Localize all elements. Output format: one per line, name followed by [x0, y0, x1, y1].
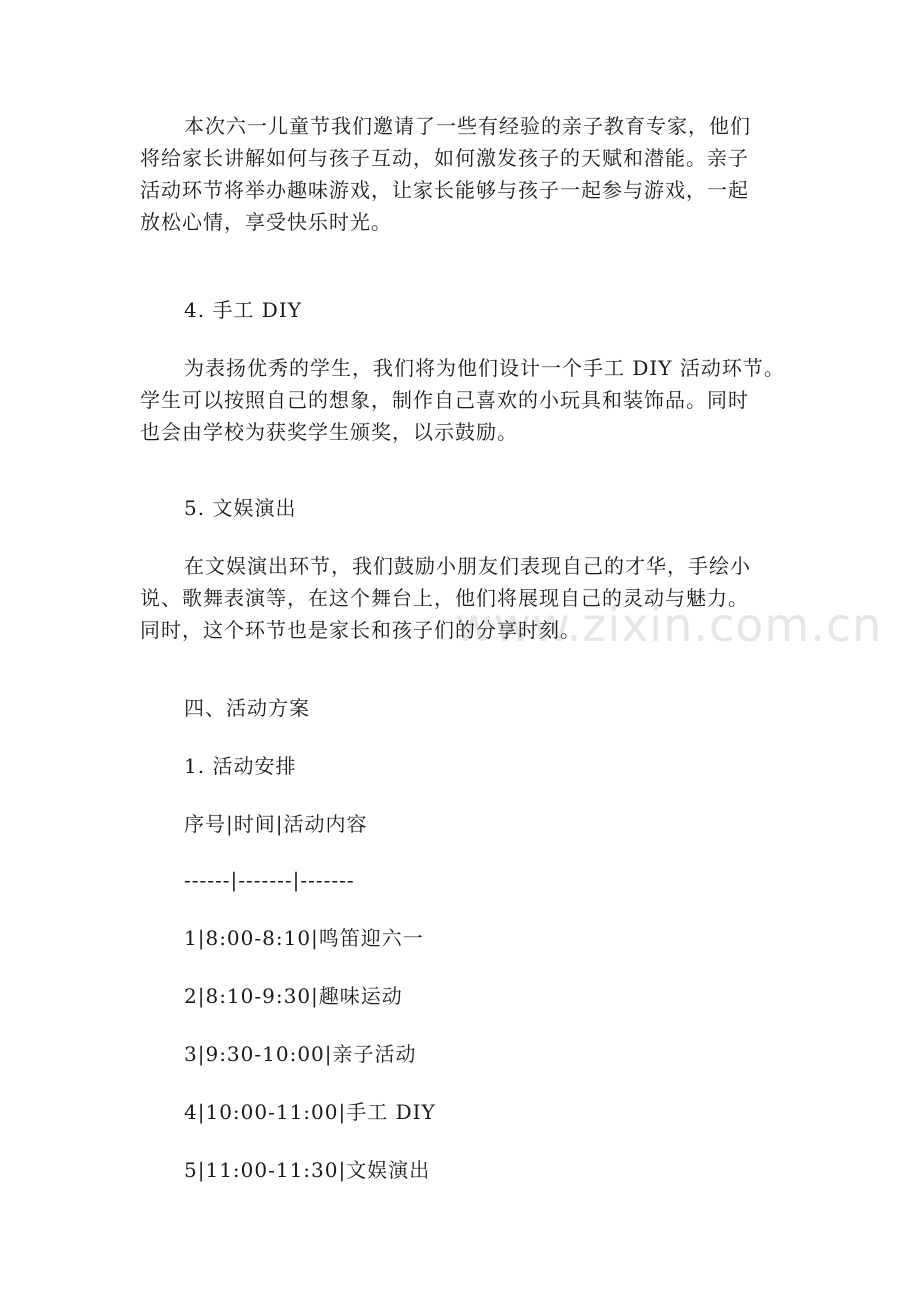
- paragraph-line: 学生可以按照自己的想象，制作自己喜欢的小玩具和装饰品。同时: [140, 388, 749, 412]
- paragraph-diy: [140, 352, 800, 448]
- schedule-row: 1|8:00-8:10|鸣笛迎六一: [184, 926, 424, 950]
- paragraph-line: 将给家长讲解如何与孩子互动，如何激发孩子的天赋和潜能。亲子: [140, 146, 749, 170]
- paragraph-line: 说、歌舞表演等，在这个舞台上，他们将展现自己的灵动与魅力。: [140, 586, 749, 610]
- paragraph-line: 同时，这个环节也是家长和孩子们的分享时刻。: [140, 618, 581, 642]
- paragraph-line: 为表扬优秀的学生，我们将为他们设计一个手工 DIY 活动环节。: [184, 356, 785, 380]
- schedule-row: 3|9:30-10:00|亲子活动: [184, 1042, 417, 1066]
- schedule-row: 5|11:00-11:30|文娱演出: [184, 1158, 431, 1182]
- paragraph-line: 放松心情，享受快乐时光。: [140, 210, 392, 234]
- schedule-separator: ------|-------|-------: [184, 868, 355, 892]
- heading-handmade-diy: 4. 手工 DIY: [184, 298, 302, 322]
- paragraph-line: 活动环节将举办趣味游戏，让家长能够与孩子一起参与游戏，一起: [140, 178, 749, 202]
- paragraph-line: 本次六一儿童节我们邀请了一些有经验的亲子教育专家，他们: [184, 114, 751, 138]
- paragraph-performance: [140, 550, 800, 646]
- paragraph-line: 在文娱演出环节，我们鼓励小朋友们表现自己的才华，手绘小: [184, 554, 751, 578]
- section-heading-activity-plan: 四、活动方案: [184, 696, 310, 720]
- schedule-row: 2|8:10-9:30|趣味运动: [184, 984, 403, 1008]
- paragraph-parent-child: [140, 110, 800, 238]
- schedule-row: 4|10:00-11:00|手工 DIY: [184, 1100, 436, 1124]
- paragraph-line: 也会由学校为获奖学生颁奖，以示鼓励。: [140, 420, 518, 444]
- watermark-text: www.zixin.com.cn: [455, 598, 883, 652]
- schedule-header: 序号|时间|活动内容: [184, 812, 368, 836]
- heading-performance: 5. 文娱演出: [184, 496, 297, 520]
- subheading-activity-schedule: 1. 活动安排: [184, 754, 297, 778]
